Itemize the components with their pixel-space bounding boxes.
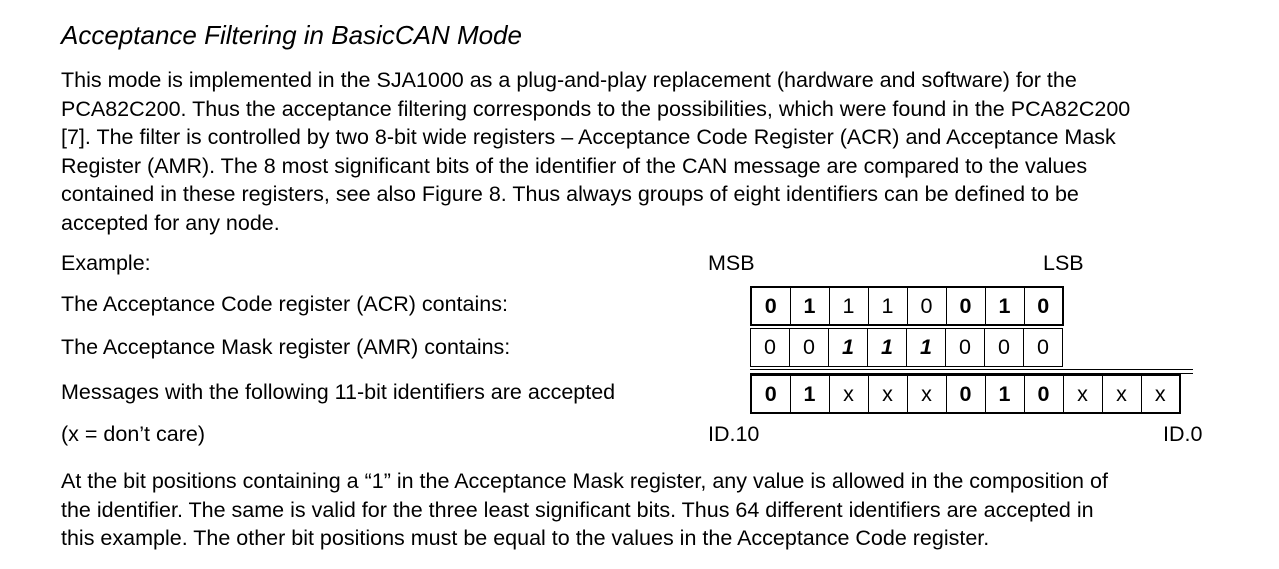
intro-line: [7]. The filter is controlled by two 8-bit wide registers – Acceptance Code Register (ACR) and Acceptance Mask: [61, 125, 1116, 149]
amr-bit: 1: [829, 329, 868, 367]
id-bit: 0: [1024, 375, 1063, 413]
intro-line: contained in these registers, see also Figure 8. Thus always groups of eight identifiers can be defined to be: [61, 182, 1079, 206]
acr-bit: 1: [790, 287, 829, 325]
accepted-identifier: [750, 374, 1181, 414]
example-label: Example:: [61, 251, 151, 275]
amr-register: [750, 328, 1063, 367]
amr-bit: 0: [1024, 329, 1063, 367]
intro-line: This mode is implemented in the SJA1000 as a plug-and-play replacement (hardware and software) for the: [61, 68, 1077, 92]
id-bit: 0: [751, 375, 790, 413]
id-bit: x: [1063, 375, 1102, 413]
acr-bit: 0: [946, 287, 985, 325]
acr-bit: 0: [907, 287, 946, 325]
amr-bit: 0: [985, 329, 1024, 367]
intro-line: Register (AMR). The 8 most significant bits of the identifier of the CAN message are compared to the values: [61, 153, 1088, 178]
acr-bit: 1: [829, 287, 868, 325]
amr-bit: 0: [790, 329, 829, 367]
id-bit: 0: [946, 375, 985, 413]
id-bit: x: [1141, 375, 1180, 413]
id-bit: 1: [790, 375, 829, 413]
id-bit: x: [907, 375, 946, 413]
id-low-label: ID.0: [1163, 422, 1203, 446]
dont-care-label: (x = don’t care): [61, 422, 205, 446]
intro-line: accepted for any node.: [61, 210, 280, 235]
acr-label: The Acceptance Code register (ACR) contains:: [61, 292, 508, 316]
closing-line: the identifier. The same is valid for the three least significant bits. Thus 64 different identifiers are accepted in: [61, 497, 1094, 522]
amr-bit: 1: [907, 329, 946, 367]
acr-bit: 1: [868, 287, 907, 325]
intro-paragraph: [61, 66, 1261, 237]
id-bit: x: [868, 375, 907, 413]
accepted-label: Messages with the following 11-bit identifiers are accepted: [61, 380, 616, 404]
acr-register: [750, 286, 1064, 326]
closing-paragraph: [61, 467, 1261, 553]
amr-bit: 0: [946, 329, 985, 367]
id-bit: x: [829, 375, 868, 413]
id-bit: 1: [985, 375, 1024, 413]
lsb-label: LSB: [1043, 251, 1084, 275]
intro-line: PCA82C200. Thus the acceptance filtering corresponds to the possibilities, which were found in the PCA82C200: [61, 96, 1131, 121]
acr-bit: 0: [1024, 287, 1063, 325]
section-heading: Acceptance Filtering in BasicCAN Mode: [61, 20, 522, 50]
amr-label: The Acceptance Mask register (AMR) contains:: [61, 335, 511, 359]
id-high-label: ID.10: [708, 422, 760, 446]
acr-bit: 1: [985, 287, 1024, 325]
amr-bit: 0: [751, 329, 790, 367]
amr-bit: 1: [868, 329, 907, 367]
acr-bit: 0: [751, 287, 790, 325]
id-bit: x: [1102, 375, 1141, 413]
closing-line: At the bit positions containing a “1” in the Acceptance Mask register, any value is allowed in the composition of: [61, 469, 1108, 493]
msb-label: MSB: [708, 251, 755, 275]
closing-line: this example. The other bit positions must be equal to the values in the Acceptance Code register.: [61, 526, 990, 550]
